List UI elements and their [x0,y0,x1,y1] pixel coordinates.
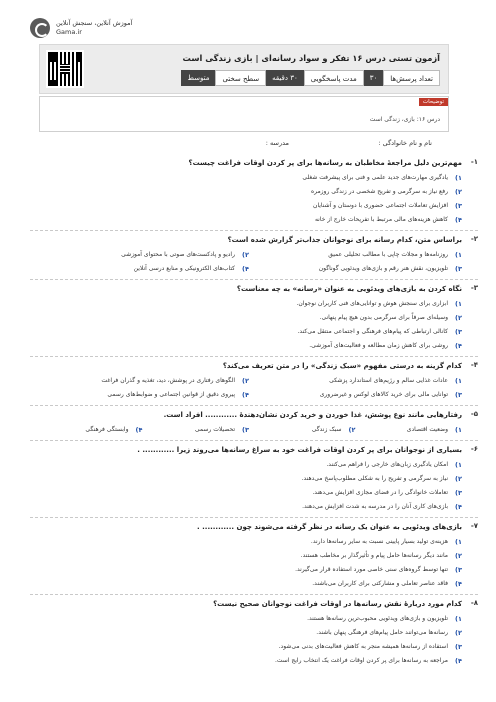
answer-option[interactable] [36,185,462,199]
answer-option[interactable] [356,423,463,437]
answer-option[interactable] [36,549,462,563]
answer-option[interactable] [36,325,462,339]
option-list [36,423,462,437]
option-number: ۱) [455,426,462,434]
option-text: امکان یادگیری زبان‌های خارجی را فراهم می‌کنند. [326,461,448,468]
option-number: ۲) [455,475,462,483]
option-text: سبک زندگی [311,426,342,433]
question-number: ۴- [470,361,478,369]
option-number: ۴) [455,657,462,665]
answer-option[interactable] [36,388,249,402]
question-number: ۵- [470,410,478,418]
option-text: رسانه‌ها می‌توانند حامل پیام‌های فرهنگی پنهان باشند. [316,629,448,636]
question-text: بازی‌های ویدئویی به عنوان یک رسانه در نظر گرفته می‌شوند چون ............ . [197,523,462,531]
answer-option[interactable] [36,171,462,185]
option-number: ۲) [455,188,462,196]
question-item [30,405,478,440]
question-item [30,594,478,671]
option-number: ۱) [455,174,462,182]
answer-option[interactable] [143,423,250,437]
answer-option[interactable] [249,248,462,262]
option-number: ۳) [455,391,462,399]
answer-option[interactable] [36,374,249,388]
option-number: ۱) [455,251,462,259]
brand-text [56,19,132,37]
question-item [30,440,478,517]
option-text: نیاز به سرگرمی و تفریح را به شکلی مطلوب‌پاسخ می‌دهند. [301,475,448,482]
answer-option[interactable] [36,500,462,514]
option-number: ۳) [455,489,462,497]
option-list [36,535,462,591]
question-text: بسیاری از نوجوانان برای پر کردن اوقات فراغت خود به سراغ رسانه‌ها می‌روند زیرا ............ . [137,446,462,454]
student-info-row [39,137,449,151]
option-text: فاقد عناصر تعاملی و مشارکتی برای کاربران می‌باشند. [312,580,448,587]
option-text: تلویزیون، نقش هنر رقم و بازی‌های ویدئویی گوناگون [318,265,448,272]
stat-chip: مدت پاسخگویی [304,70,364,86]
answer-option[interactable] [36,458,462,472]
option-number: ۴) [455,216,462,224]
exam-stats [181,70,440,86]
question-item [30,517,478,594]
question-number: ۷- [470,522,478,530]
option-number: ۱) [455,538,462,546]
answer-option[interactable] [36,199,462,213]
option-list [36,297,462,353]
option-number: ۲) [242,377,249,385]
option-number: ۳) [455,265,462,273]
option-text: توانایی مالی برای خرید کالاهای لوکس و غیرضروری [319,391,448,398]
answer-option[interactable] [249,262,462,276]
stat-chip: ۳۰ [364,70,384,86]
option-text: ابزاری برای سنجش هوش و توانایی‌های فنی کاربران نوجوان. [296,300,448,307]
answer-option[interactable] [36,577,462,591]
brand[interactable] [30,18,132,38]
answer-option[interactable] [36,626,462,640]
option-text: بازی‌های کاری آنان را در مدرسه به شدت افزایش می‌دهند. [302,503,448,510]
brand-name: آموزش آنلاین، سنجش آنلاین [56,19,133,27]
option-list [36,374,462,402]
option-number: ۱) [455,377,462,385]
answer-option[interactable] [36,472,462,486]
question-item [30,230,478,279]
option-number: ۱) [455,615,462,623]
option-text: وضعیت اقتصادی [406,426,448,433]
option-number: ۴) [455,503,462,511]
exam-title: آزمون تستی درس ۱۶ تفکر و سواد رسانه‌ای | بازی زندگی است [182,53,440,63]
option-text: وابستگی فرهنگی [85,426,129,433]
option-text: الگوهای رفتاری در پوشش، دید، تغذیه و گذران فراغت [101,377,235,384]
answer-option[interactable] [36,213,462,227]
answer-option[interactable] [36,248,249,262]
notes-text: درس ۱۶: بازی، زندگی است [369,116,440,123]
option-text: استفاده از رسانه‌ها همیشه منجر به کاهش فعالیت‌های بدنی می‌شود. [278,643,448,650]
option-text: تعاملات خانوادگی را در فضای مجازی افزایش می‌دهند. [312,489,448,496]
option-number: ۲) [455,552,462,560]
answer-option[interactable] [249,388,462,402]
question-number: ۳- [470,284,478,292]
question-text: کدام گزینه به درستی مفهوم «سبک زندگی» را در متن تعریف می‌کند؟ [222,362,462,370]
option-text: تحصیلات رسمی [194,426,235,433]
option-text: افزایش تعاملات اجتماعی حضوری با دوستان و آشنایان [313,202,448,209]
option-list [36,248,462,276]
qr-code-icon [46,50,84,88]
option-text: پیروی دقیق از قوانین اجتماعی و ضوابط‌های رسمی [107,391,235,398]
option-text: روزنامه‌ها و مجلات چاپی با مطالب تحلیلی عمیق [328,251,448,258]
option-text: عادات غذایی سالم و رژیم‌های استاندارد پزشکی [329,377,448,384]
option-list [36,458,462,514]
answer-option[interactable] [36,640,462,654]
question-number: ۶- [470,445,478,453]
option-number: ۳) [242,426,249,434]
stat-chip: متوسط [181,70,215,86]
option-number: ۲) [348,426,356,434]
option-number: ۴) [242,391,249,399]
answer-option[interactable] [36,311,462,325]
option-text: یادگیری مهارت‌های جدید علمی و فنی برای پیشرفت شغلی [302,174,448,181]
option-number: ۴) [242,265,249,273]
question-item [30,279,478,356]
notes-badge: توضیحات [419,98,448,106]
option-text: رادیو و پادکست‌های صوتی با محتوای آموزشی [121,251,235,258]
school-label: مدرسه : [265,139,289,147]
option-list [36,171,462,227]
question-text: مهم‌ترین دلیل مراجعهٔ مخاطبان به رسانه‌ها برای پر کردن اوقات فراغت چیست؟ [188,159,462,167]
student-name-label: نام و نام خانوادگی : [378,139,432,147]
question-text: نگاه کردن به بازی‌های ویدئویی به عنوان «رسانه» به چه معناست؟ [236,285,462,293]
stat-chip: تعداد پرسش‌ها [383,70,440,86]
option-text: کانالی ارتباطی که پیام‌های فرهنگی و اجتماعی منتقل می‌کند. [297,328,448,335]
answer-option[interactable] [36,535,462,549]
gama-logo-icon [30,18,50,38]
option-text: کتاب‌های الکترونیکی و منابع درسی آنلاین [133,265,235,272]
answer-option[interactable] [36,423,143,437]
question-list [30,154,478,671]
brand-site: Gama.ir [56,28,82,36]
option-number: ۳) [455,328,462,336]
answer-option[interactable] [36,563,462,577]
option-number: ۲) [455,314,462,322]
option-text: هزینه‌ی تولید بسیار پایینی نسبت به سایر رسانه‌ها دارند. [310,538,448,545]
option-text: مراجعه به رسانه‌ها برای پر کردن اوقات فراغت یک انتخاب رایج است. [274,657,448,664]
option-list [36,612,462,668]
answer-option[interactable] [36,262,249,276]
question-text: رفتارهایی مانند نوع پوشش، غذا خوردن و خرید کردن نشان‌دهندهٔ ............ افراد است. [163,411,462,419]
option-number: ۴) [455,580,462,588]
answer-option[interactable] [36,339,462,353]
option-number: ۳) [455,566,462,574]
question-item [30,356,478,405]
option-number: ۴) [455,342,462,350]
stat-chip: سطح سختی [215,70,266,86]
option-text: روشی برای کاهش زمان مطالعه و فعالیت‌های آموزشی. [309,342,448,349]
question-number: ۱- [470,158,478,166]
answer-option[interactable] [36,486,462,500]
option-number: ۳) [455,202,462,210]
answer-option[interactable] [249,374,462,388]
option-text: وسیله‌ای صرفاً برای سرگرمی بدون هیچ پیام پنهانی. [319,314,448,321]
question-text: کدام مورد دربارهٔ نقش رسانه‌ها در اوقات فراغت نوجوانان صحیح نیست؟ [213,600,462,608]
option-text: تلویزیون و بازی‌های ویدئویی محبوب‌ترین رسانه‌ها هستند. [307,615,448,622]
question-text: براساس متن، کدام رسانه برای نوجوانان جذاب‌تر گزارش شده است؟ [227,236,462,244]
question-item [30,154,478,230]
option-number: ۱) [455,461,462,469]
answer-option[interactable] [36,654,462,668]
answer-option[interactable] [249,423,356,437]
option-number: ۴) [135,426,143,434]
answer-option[interactable] [36,297,462,311]
option-text: رفع نیاز به سرگرمی و تفریح شخصی در زندگی روزمره [310,188,448,195]
option-text: تنها توسط گروه‌های سنی خاصی مورد استفاده قرار می‌گیرند. [295,566,448,573]
answer-option[interactable] [36,612,462,626]
option-text: کاهش هزینه‌های مالی مرتبط با تفریحات خارج از خانه [314,216,448,223]
option-number: ۲) [455,629,462,637]
stat-chip: ۳۰ دقیقه [266,70,304,86]
option-number: ۱) [455,300,462,308]
notes-box [39,96,449,132]
option-number: ۳) [455,643,462,651]
option-text: مانند دیگر رسانه‌ها حامل پیام و تأثیرگذار بر مخاطب هستند. [300,552,448,559]
question-number: ۸- [470,599,478,607]
question-number: ۲- [470,235,478,243]
option-number: ۲) [242,251,249,259]
